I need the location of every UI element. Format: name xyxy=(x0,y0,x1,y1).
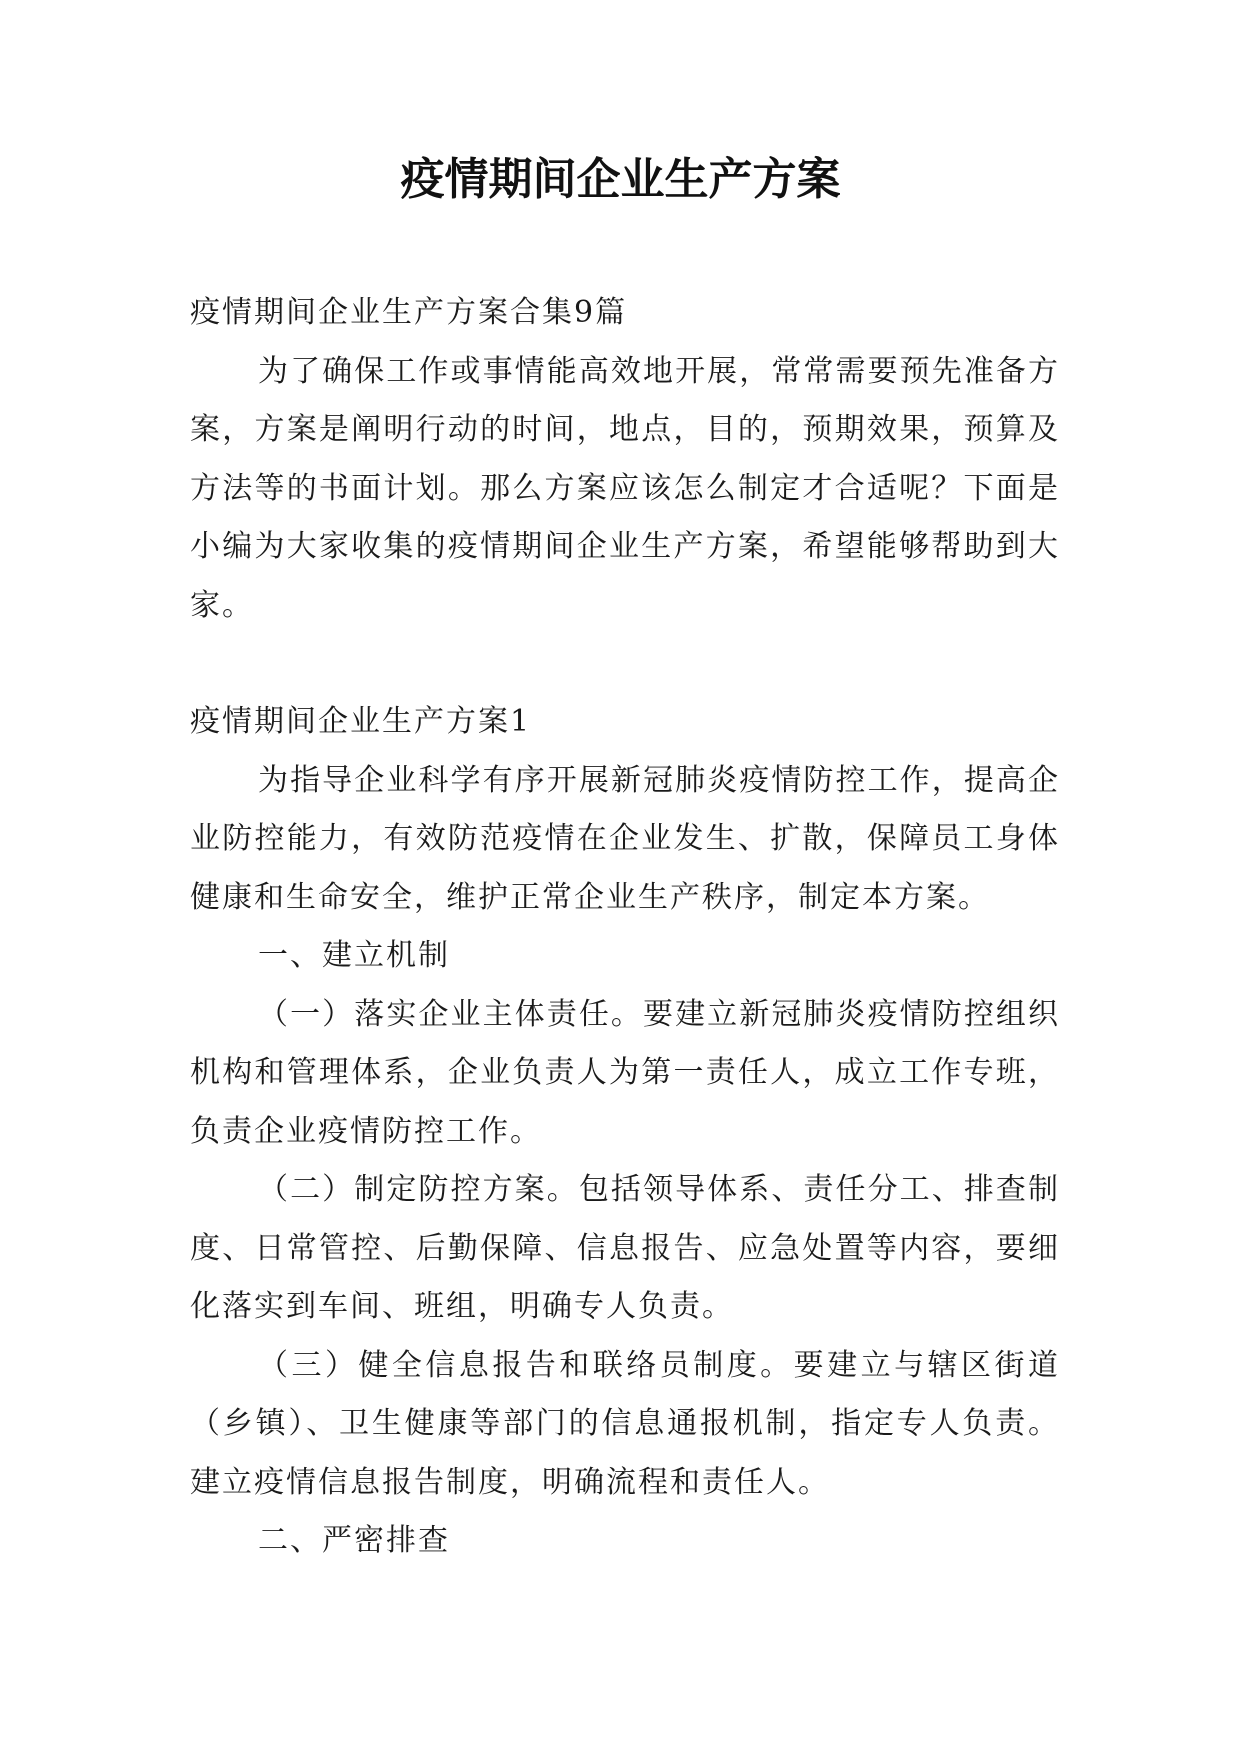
collection-subtitle: 疫情期间企业生产方案合集9篇 xyxy=(190,295,628,330)
part-heading-mechanism: 一、建立机制 xyxy=(258,938,450,973)
item-paragraph-2: （二）制定防控方案。包括领导体系、责任分工、排查制度、日常管控、后勤保障、信息报告、应急处置等内容，要细化落实到车间、班组，明确专人负责。 xyxy=(190,1172,1060,1324)
document-title: 疫情期间企业生产方案 xyxy=(400,154,841,205)
document-body xyxy=(190,284,1060,1571)
section-heading: 疫情期间企业生产方案1 xyxy=(190,704,532,739)
item-paragraph-3: （三）健全信息报告和联络员制度。要建立与辖区街道（乡镇）、卫生健康等部门的信息通报机制，指定专人负责。建立疫情信息报告制度，明确流程和责任人。 xyxy=(190,1347,1060,1500)
part-heading-screening: 二、严密排查 xyxy=(258,1523,450,1558)
item-paragraph-1: （一）落实企业主体责任。要建立新冠肺炎疫情防控组织机构和管理体系，企业负责人为第一责任人，成立工作专班，负责企业疫情防控工作。 xyxy=(190,996,1060,1149)
section-intro-paragraph: 为指导企业科学有序开展新冠肺炎疫情防控工作，提高企业防控能力，有效防范疫情在企业发生、扩散，保障员工身体健康和生命安全，维护正常企业生产秩序，制定本方案。 xyxy=(190,762,1060,915)
intro-paragraph: 为了确保工作或事情能高效地开展，常常需要预先准备方案，方案是阐明行动的时间，地点，目的，预期效果，预算及方法等的书面计划。那么方案应该怎么制定才合适呢？下面是小编为大家收集的疫情期间企业生产方案，希望能够帮助到大家。 xyxy=(190,353,1060,623)
paragraph-spacer xyxy=(190,635,1060,693)
